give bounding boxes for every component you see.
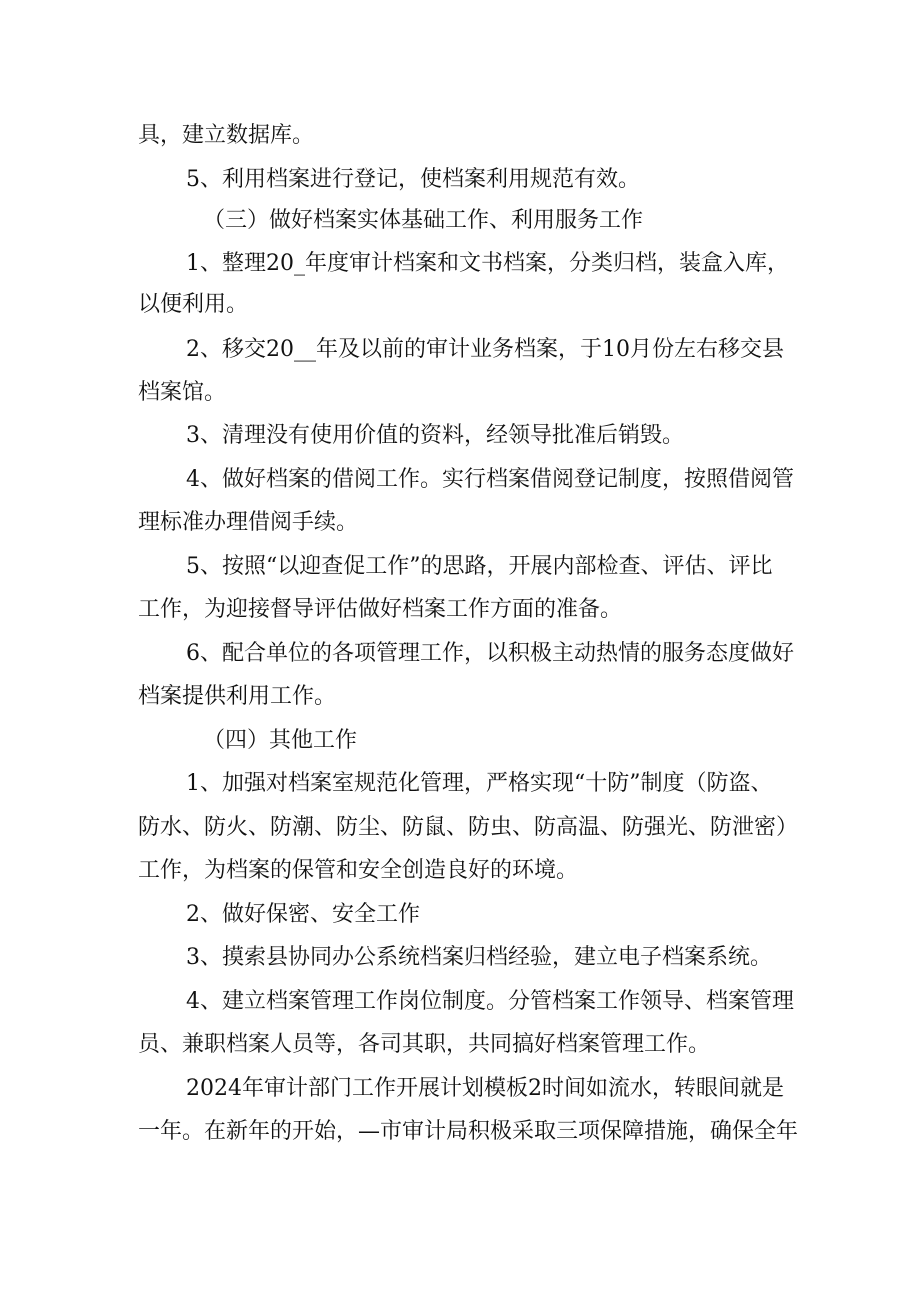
text-line: 3、摸索县协同办公系统档案归档经验，建立电子档案系统。 (186, 945, 772, 970)
text-line: 具，建立数据库。 (138, 123, 315, 148)
text-line: 1、加强对档案室规范化管理，严格实现“十防”制度（防盗、 (186, 771, 773, 796)
text-line: 6、配合单位的各项管理工作，以积极主动热情的服务态度做好 (186, 641, 794, 666)
text-line: 工作，为迎接督导评估做好档案工作方面的准备。 (138, 597, 623, 622)
text-line: 2、移交20__年及以前的审计业务档案，于10月份左右移交县 (186, 337, 784, 362)
section-heading: （四）其他工作 (203, 728, 358, 753)
text-line: 一年。在新年的开始，—市审计局积极采取三项保障措施，确保全年 (138, 1119, 799, 1144)
text-line: 4、做好档案的借阅工作。实行档案借阅登记制度，按照借阅管 (186, 467, 794, 492)
text-line: 理标准办理借阅手续。 (138, 510, 359, 535)
text-line: 工作，为档案的保管和安全创造良好的环境。 (138, 858, 579, 883)
text-line: 2024年审计部门工作开展计划模板2时间如流水，转眼间就是 (186, 1076, 784, 1101)
section-heading: （三）做好档案实体基础工作、利用服务工作 (203, 208, 644, 233)
text-line: 档案馆。 (138, 380, 227, 405)
text-line: 1、整理20_年度审计档案和文书档案，分类归档，装盒入库， (186, 251, 789, 276)
text-line: 5、按照“以迎查促工作”的思路，开展内部检查、评估、评比 (186, 554, 773, 579)
text-line: 以便利用。 (138, 292, 249, 317)
text-line: 3、清理没有使用价值的资料，经领导批准后销毁。 (186, 423, 684, 448)
text-line: 2、做好保密、安全工作 (186, 902, 420, 927)
text-line: 4、建立档案管理工作岗位制度。分管档案工作领导、档案管理 (186, 989, 794, 1014)
text-line: 员、兼职档案人员等，各司其职，共同搞好档案管理工作。 (138, 1032, 711, 1057)
text-line: 档案提供利用工作。 (138, 684, 337, 709)
text-line: 5、利用档案进行登记，使档案利用规范有效。 (186, 167, 640, 192)
text-line: 防水、防火、防潮、防尘、防鼠、防虫、防高温、防强光、防泄密） (138, 815, 799, 840)
